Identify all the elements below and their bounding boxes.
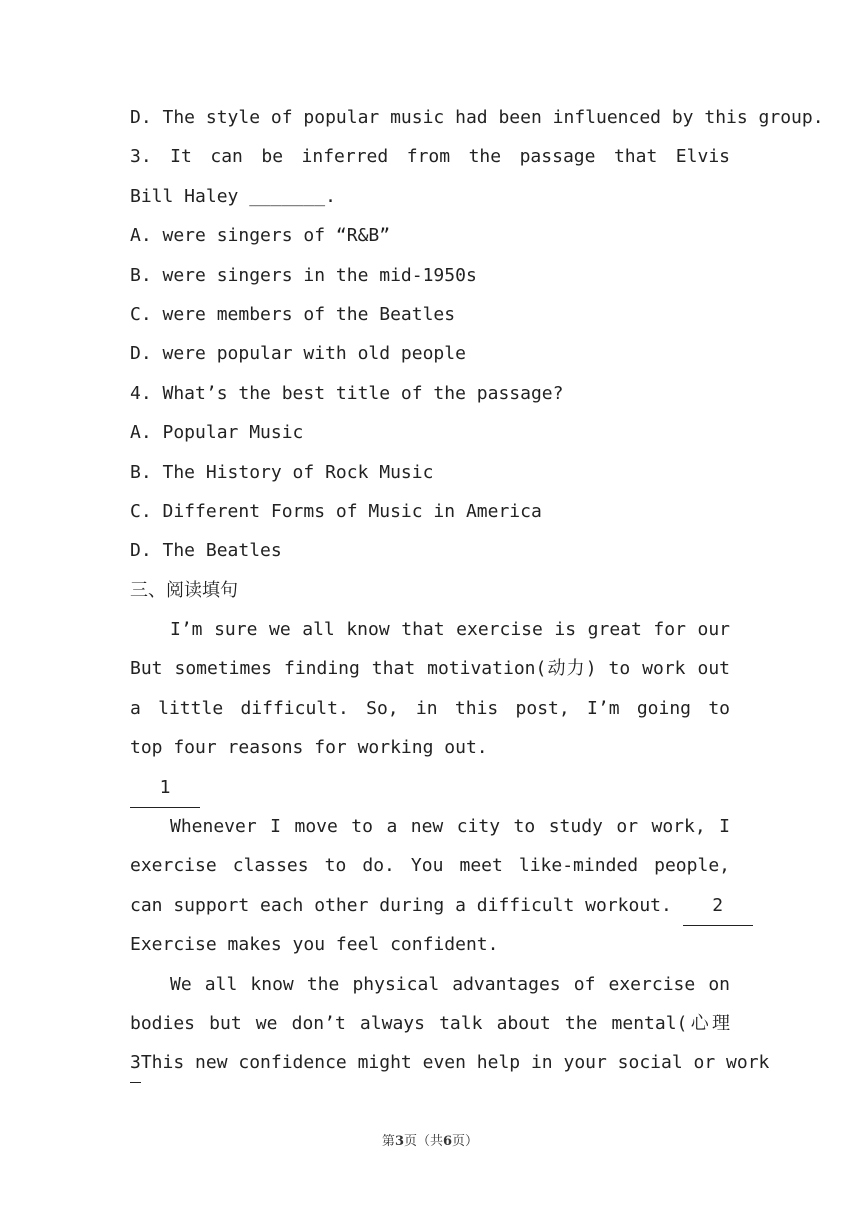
q4-option-b: B. The History of Rock Music [130, 461, 434, 483]
q4-option-c: C. Different Forms of Music in America [130, 500, 542, 522]
q4-option-a: A. Popular Music [130, 422, 304, 444]
q2-option-d: D. The style of popular music had been influenced by this group. [130, 107, 824, 128]
q3-stem-line2: Bill Haley _______. [130, 185, 336, 207]
footer-page-number: 3 [394, 1134, 404, 1149]
footer-prefix: 第 [381, 1134, 395, 1149]
page-footer [0, 1130, 860, 1149]
q3-option-c: C. were members of the Beatles [130, 303, 456, 325]
passage-p3-line2: bodies but we don’t always talk about the mental(心理 [130, 1012, 730, 1034]
blank-2: 2 [683, 886, 753, 926]
q3-option-a: A. were singers of “R&B” [130, 225, 391, 247]
passage-p2-line2: exercise classes to do. You meet like-minded people, [130, 855, 730, 877]
passage-p1-line1: I’m sure we all know that exercise is great for our [170, 619, 730, 641]
q4-option-d: D. The Beatles [130, 540, 282, 562]
passage-p2-line3-text: can support each other during a difficult workout. [130, 894, 672, 916]
passage-p1-line4: top four reasons for working out. [130, 737, 488, 759]
passage-p2-line4: Exercise makes you feel confident. [130, 934, 499, 956]
passage-p1-line3: a little difficult. So, in this post, I’m going to [130, 697, 730, 719]
footer-suffix: 页） [452, 1134, 479, 1149]
footer-total-pages: 6 [443, 1134, 453, 1149]
blank-1: 1 [130, 768, 200, 808]
q3-stem-line1: 3. It can be inferred from the passage that Elvis [130, 146, 730, 168]
passage-p3-line3 [130, 1043, 770, 1082]
q4-stem: 4. What’s the best title of the passage? [130, 382, 564, 404]
footer-middle: 页（共 [403, 1134, 443, 1149]
passage-p3-line3-text: This new confidence might even help in your social or work [140, 1052, 770, 1074]
passage-p3-line1: We all know the physical advantages of exercise on [170, 973, 730, 995]
passage-p2-line3 [130, 886, 730, 925]
q3-option-b: B. were singers in the mid-1950s [130, 264, 477, 286]
blank-1-line [130, 768, 730, 807]
passage-p1-line2: But sometimes finding that motivation(动力) to work out [130, 658, 730, 680]
section-heading: 三、阅读填句 [130, 579, 238, 601]
document-page [130, 98, 824, 1083]
q3-option-d: D. were popular with old people [130, 343, 466, 365]
blank-3: 3 [130, 1043, 141, 1082]
passage-p2-line1: Whenever I move to a new city to study or work, I [170, 816, 730, 838]
